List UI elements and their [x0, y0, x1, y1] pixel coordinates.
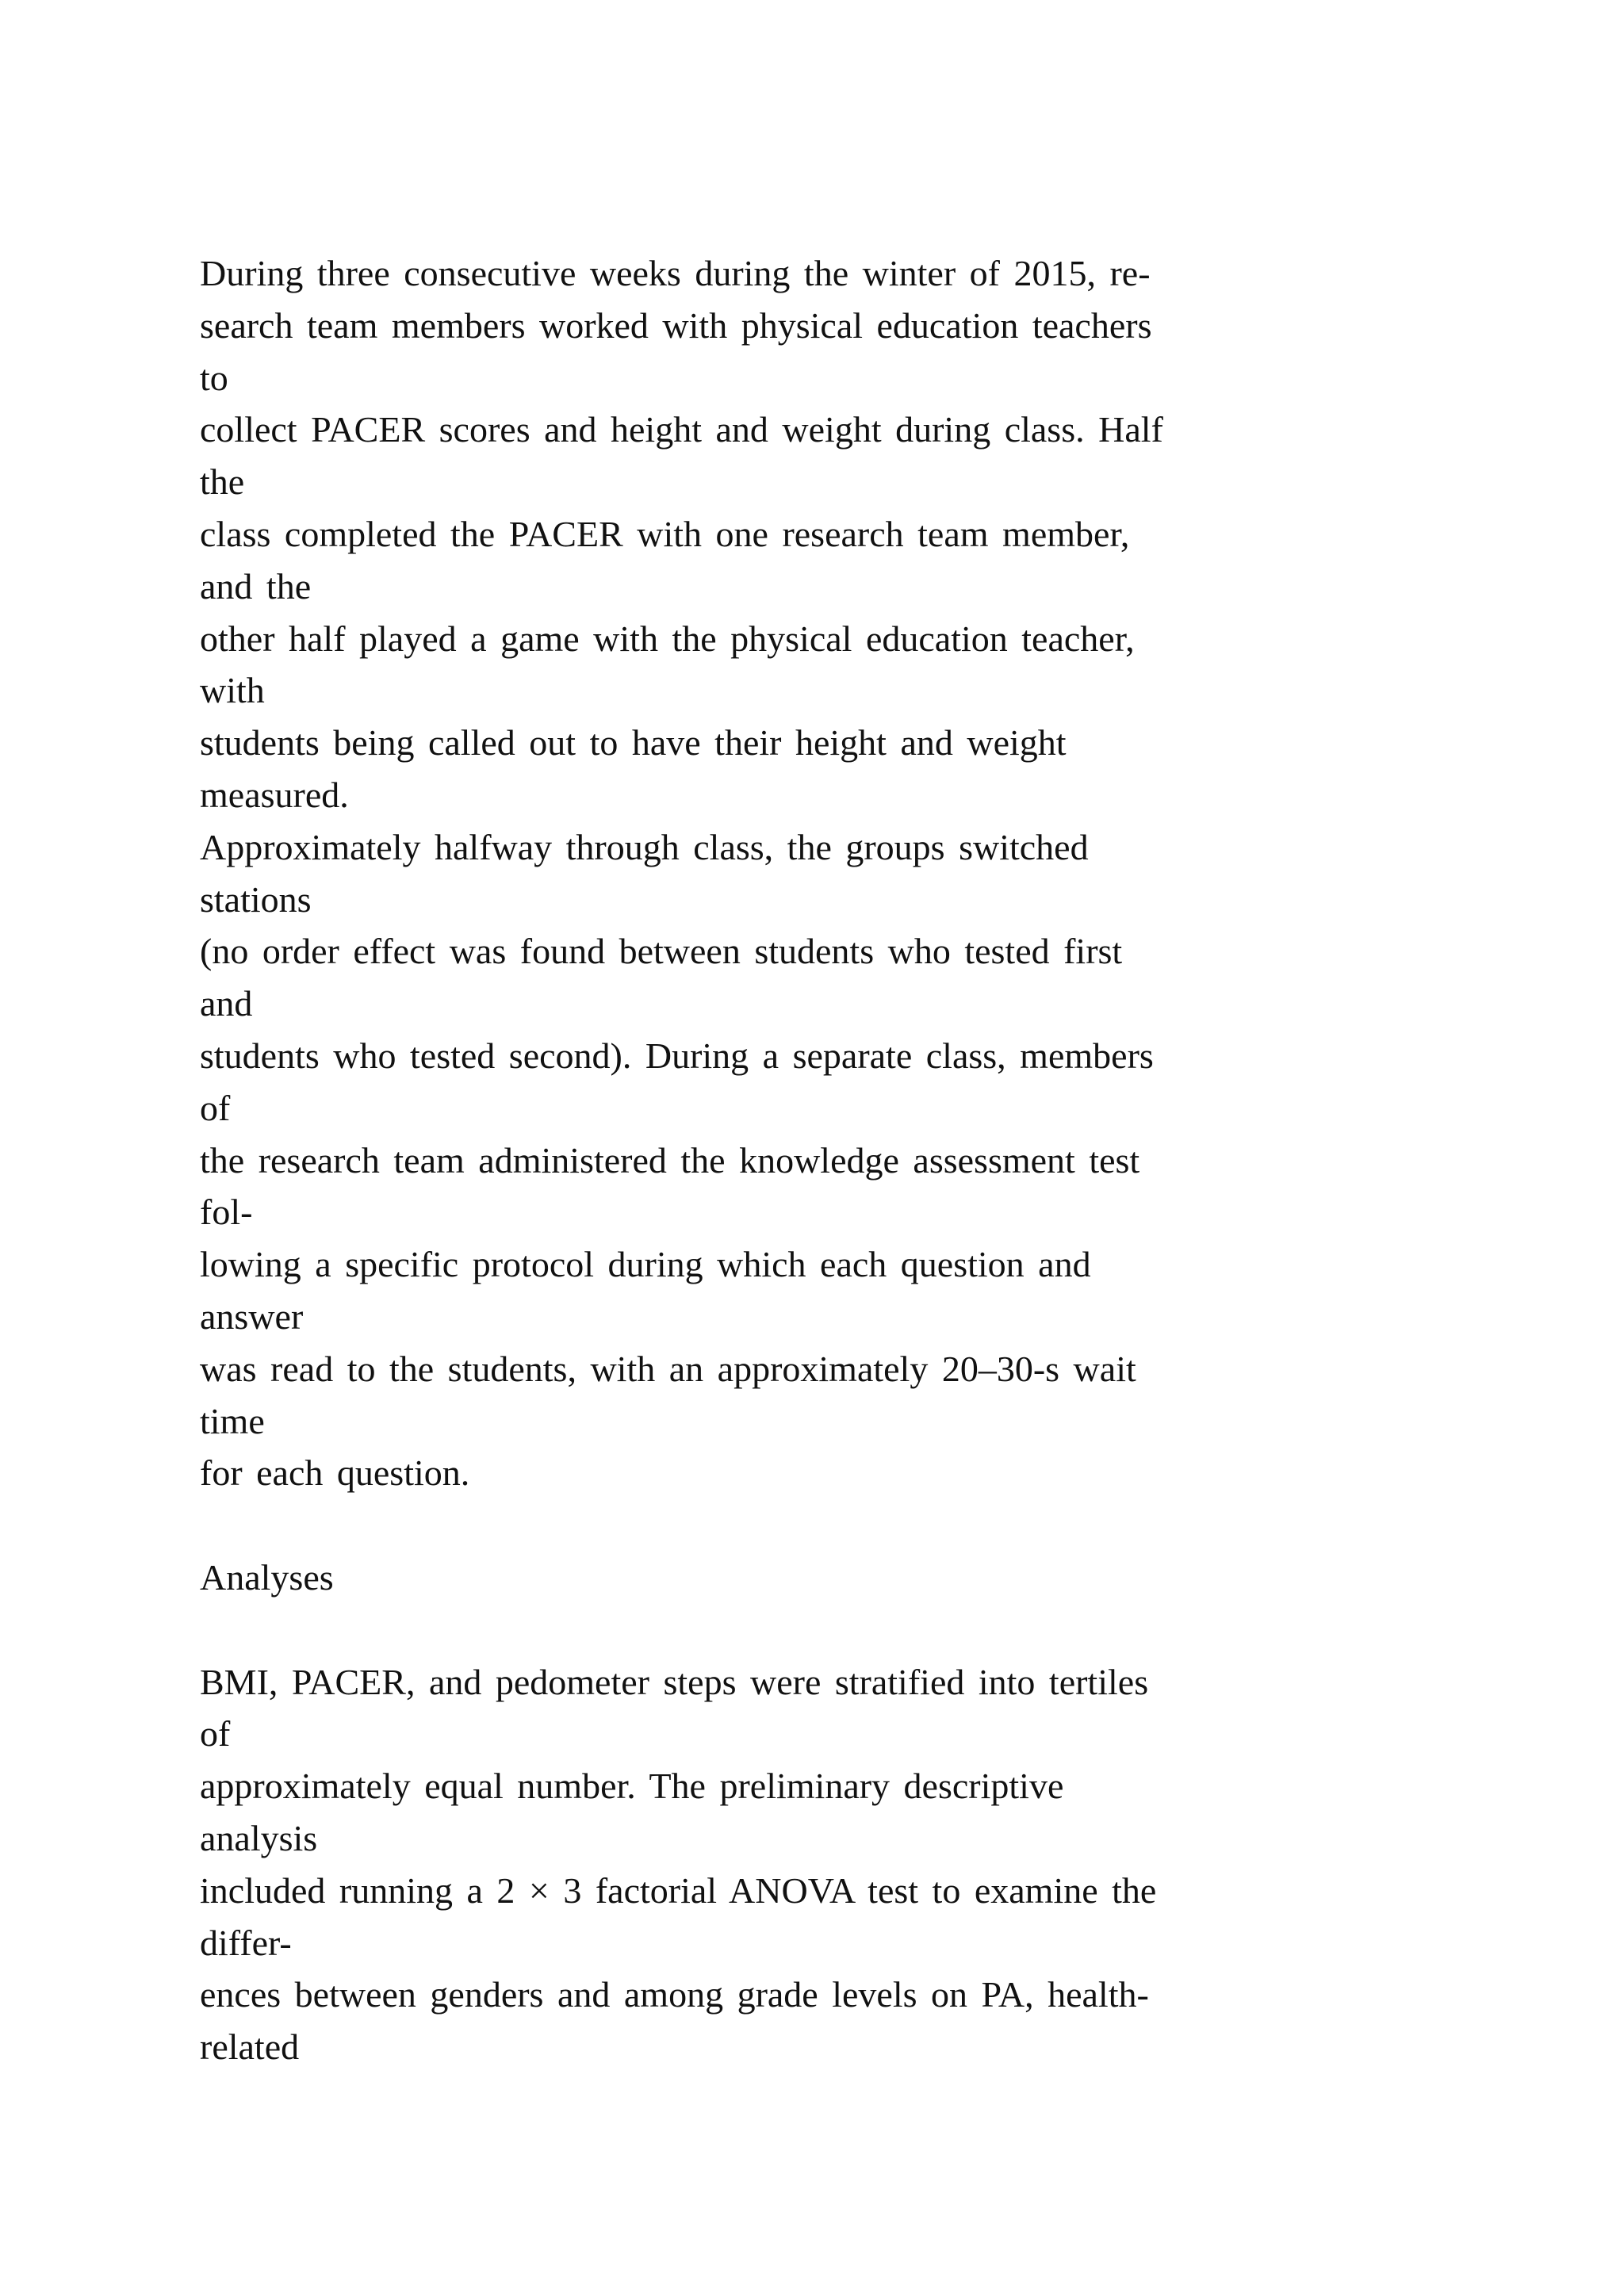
text-line: answer [200, 1295, 304, 1337]
text-line: stations [200, 878, 312, 920]
procedure-paragraph [200, 247, 1437, 1499]
text-line: BMI, PACER, and pedometer steps were stratified into tertiles [200, 1661, 1149, 1702]
text-line: ences between genders and among grade levels on PA, health- [200, 1974, 1149, 2015]
section-heading: Analyses [200, 1556, 334, 1598]
text-line: search team members worked with physical education teachers [200, 304, 1152, 346]
text-line: with [200, 670, 265, 711]
text-line: class completed the PACER with one research team member, [200, 513, 1130, 554]
text-line: During three consecutive weeks during the winter of 2015, re- [200, 253, 1151, 293]
text-line: of [200, 1713, 231, 1755]
text-line: approximately equal number. The preliminary descriptive [200, 1766, 1064, 1807]
text-line: (no order effect was found between students who tested first [200, 931, 1123, 972]
text-line: the research team administered the knowledge assessment test [200, 1139, 1140, 1181]
text-line: for each question. [200, 1452, 470, 1494]
text-line: Approximately halfway through class, the groups switched [200, 826, 1089, 867]
text-line: students who tested second). During a separate class, members [200, 1035, 1154, 1076]
text-line: was read to the students, with an approximately 20–30-s wait [200, 1348, 1136, 1389]
text-line: differ- [200, 1922, 292, 1963]
text-line: time [200, 1400, 265, 1441]
paragraph-gap [200, 1499, 1437, 1552]
text-line: and the [200, 565, 312, 607]
text-line: collect PACER scores and height and weight during class. Half [200, 409, 1163, 450]
text-line: fol- [200, 1192, 253, 1233]
text-line: and [200, 983, 253, 1024]
text-line: lowing a specific protocol during which each question and [200, 1244, 1091, 1285]
text-line: analysis [200, 1817, 318, 1858]
text-line: related [200, 2026, 300, 2068]
text-line: students being called out to have their height and weight [200, 722, 1067, 763]
text-line: to [200, 357, 228, 398]
text-line: the [200, 461, 245, 503]
text-line: other half played a game with the physical education teacher, [200, 618, 1135, 659]
text-line: measured. [200, 774, 349, 815]
paragraph-gap [200, 1604, 1437, 1656]
analyses-paragraph [200, 1656, 1437, 2073]
text-line: of [200, 1087, 231, 1128]
text-line: included running a 2 × 3 factorial ANOVA test to examine the [200, 1869, 1157, 1911]
body-text [200, 247, 1437, 2073]
